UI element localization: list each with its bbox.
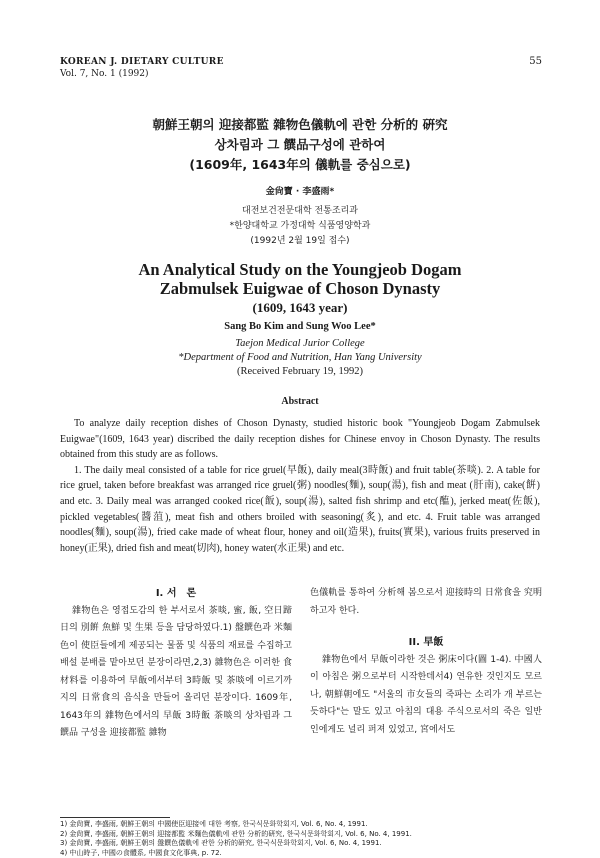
english-affiliation-1: Taejon Medical Jurior College bbox=[235, 338, 364, 349]
korean-author-names: 金尙寶 · 李盛雨* bbox=[40, 185, 560, 200]
korean-authors bbox=[40, 185, 560, 249]
abstract-heading: Abstract bbox=[40, 396, 560, 407]
section-heading-introduction: I. 서 론 bbox=[60, 585, 292, 603]
korean-affiliation-1: 대전보건전문대학 전통조리과 bbox=[40, 204, 560, 219]
korean-title-line1: 朝鮮王朝의 迎接都監 雜物色儀軌에 관한 分析的 硏究 bbox=[40, 115, 560, 135]
abstract-body bbox=[60, 416, 540, 556]
english-author-names: Sang Bo Kim and Sung Woo Lee* bbox=[40, 320, 560, 334]
korean-title-line3: (1609年, 1643年의 儀軌를 중심으로) bbox=[40, 155, 560, 175]
footnote-4: 4) 中山時子, 中國の食體系, 中國食文化事典, p. 72. bbox=[60, 849, 540, 858]
footnote-divider bbox=[60, 817, 170, 818]
english-title bbox=[40, 260, 560, 317]
page-number: 55 bbox=[529, 56, 542, 67]
korean-title-line2: 상차림과 그 饌品구성에 관하여 bbox=[40, 135, 560, 155]
abstract-paragraph-1: To analyze daily reception dishes of Choson Dynasty, studied historic book "Youngjeob Dogam Zabmulsek Euigwae"(1609, 1643 year) discribed the daily reception dishes for Chinese envoy in Choson Dynasty. The results obtained from this study are as follows. bbox=[60, 416, 540, 463]
section-heading-early-meal: II. 早飯 bbox=[310, 634, 542, 652]
english-title-line2: Zabmulsek Euigwae of Choson Dynasty bbox=[40, 279, 560, 298]
left-column bbox=[60, 585, 292, 743]
journal-name: KOREAN J. DIETARY CULTURE bbox=[60, 56, 224, 68]
early-meal-paragraph: 雜物色에서 早飯이라한 것은 粥床이다(圖 1-4). 中國人이 아침은 粥으로부터 시작한데서4) 연유한 것인지도 모르나, 朝鮮朝에도 "서울의 市女들의 죽파는 소리가 개 부르는 듯하다"는 말도 있고 아침의 대용 주식으로서의 죽은 일반인에게도 널리 퍼져 있었고, 宮에서도 bbox=[310, 652, 542, 740]
abstract-paragraph-2: 1. The daily meal consisted of a table for rice gruel(早飯), daily meal(3時飯) and fruit table(茶啖). 2. A table for rice gruel, taken before breakfast was arranged rice gruel(粥) noodles(麵), soup(湯), fish and meat (肝南), cake(餠) and etc. 3. Daily meal was arranged cooked rice(飯), soup(湯), salted fish shrimp and etc(醢), jerked meat(佐飯), pickled vegetables(醬菹), meat fish and others broiled with seasoning(炙), and etc. 4. Fruit table was arranged noodles(麵), soup(湯), fried cake made of wheat flour, honey and oil(造果), fruits(實果), various fruits preserved in honey(正果), dried fish and meat(切肉), honey water(水正果) and etc. bbox=[60, 463, 540, 557]
english-authors bbox=[40, 320, 560, 379]
journal-volume: Vol. 7, No. 1 (1992) bbox=[60, 68, 224, 80]
introduction-continuation: 色儀軌를 통하여 分析해 봄으로서 迎接時의 日常食을 究明하고자 한다. bbox=[310, 585, 542, 620]
korean-title bbox=[40, 115, 560, 175]
korean-received-date: (1992년 2월 19일 접수) bbox=[40, 234, 560, 249]
korean-affiliation-2: *한양대학교 가정대학 식품영양학과 bbox=[40, 219, 560, 234]
right-column bbox=[310, 585, 542, 739]
english-received-date: (Received February 19, 1992) bbox=[40, 365, 560, 379]
footnote-1: 1) 金尙寶, 李盛雨, 朝鮮王朝의 中國使臣迎接에 대한 考察, 한국식문화학회지, Vol. 6, No. 4, 1991. bbox=[60, 820, 540, 830]
footnote-3: 3) 金尙寶, 李盛雨, 朝鮮王朝의 盤饌色儀軌에 관한 分析的硏究, 한국식문화학회지, Vol. 6, No. 4, 1991. bbox=[60, 839, 540, 849]
footnote-2: 2) 金尙寶, 李盛雨, 朝鮮王朝의 迎接都監 米麵色儀軌에 관한 分析的硏究, 한국식문화학회지, Vol. 6, No. 4, 1991. bbox=[60, 830, 540, 840]
english-affiliation-2: *Department of Food and Nutrition, Han Yang University bbox=[178, 352, 421, 363]
journal-header bbox=[60, 56, 224, 80]
english-title-line1: An Analytical Study on the Youngjeob Dogam bbox=[40, 260, 560, 279]
introduction-paragraph: 雜物色은 영접도감의 한 부서로서 茶啖, 蜜, 飯, 空日蹄日의 別餠 魚鮮 및 生果 등을 담당하였다.1) 盤饌色과 米麵色이 使臣들에게 제공되는 물품 및 식품의 재료를 수집하고 배설 분배를 맡아보던 분장이라면,2,3) 雜物色은 이러한 食材料를 이용하여 早飯에서부터 3時飯 및 茶啖에 이르기까지의 日常食의 음식을 만들어 올리던 분장이다. 1609年, 1643年의 雜物色에서의 早飯 3時飯 茶啖의 상차림과 그 饌品 구성을 迎接都監 雜物 bbox=[60, 603, 292, 743]
footnotes bbox=[60, 820, 540, 858]
english-title-line3: (1609, 1643 year) bbox=[40, 298, 560, 317]
